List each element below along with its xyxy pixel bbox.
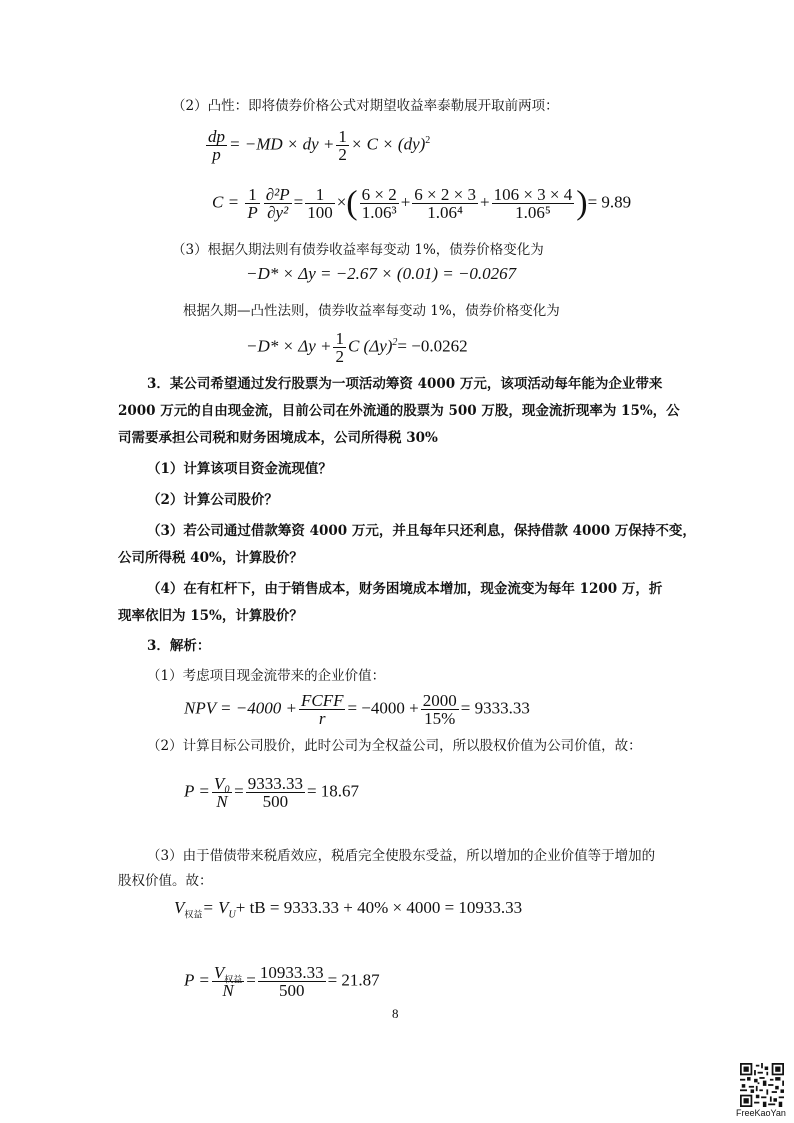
frac-num: 1 (305, 186, 335, 204)
eq-pre: P = (184, 781, 210, 801)
result: = 9333.33 (460, 698, 530, 718)
eq-post: C (Δy) (347, 336, 393, 356)
sub-question-2: （2）计算公司股价？ (147, 492, 278, 508)
sub-question-4: （4）在有杠杆下，由于销售成本，财务困境成本增加，现金流变为每年 1200 万，折 (147, 581, 663, 597)
frac-num: V₀ (213, 774, 231, 793)
exponent: 2 (392, 336, 398, 348)
frac-num (212, 963, 244, 985)
frac-num: 10933.33 (259, 963, 324, 982)
price-equation-1: P = $\frac{\text{V₀}}{N}$ = $\frac{9333.33}{500}$ = 18.67 (184, 774, 360, 811)
exponent: 2 (425, 134, 431, 146)
question-line: 2000 万元的自由现金流，目前公司在外流通的股票为 500 万股，现金流折现率为 15%，公 (118, 403, 680, 419)
duration-convexity-equation (246, 330, 468, 365)
equals: = (293, 192, 304, 212)
result: = 21.87 (327, 970, 380, 990)
eq-pre: NPV = −4000 + (184, 698, 297, 718)
answer-3-text-cont: 股权价值。故： (118, 873, 213, 889)
frac-den: 2 (335, 347, 344, 366)
frac-num: ∂²P (265, 185, 290, 204)
question-line: 3．某公司希望通过发行股票为一项活动筹资 4000 万元，该项活动每年能为企业带来 (147, 376, 663, 392)
frac-num: 9333.33 (247, 774, 303, 793)
frac-den: P (247, 203, 258, 222)
v-subscript: 权益 (184, 909, 203, 920)
frac-den: 1.06⁵ (515, 203, 551, 222)
u-subscript: U (228, 909, 236, 921)
frac-num: 6 × 2 × 3 (414, 185, 476, 204)
eq-mid: = −4000 + (347, 698, 419, 718)
frac-den: 500 (262, 792, 289, 811)
eq-tail: × C × (dy) (350, 134, 426, 154)
frac-den: 15% (424, 709, 456, 728)
taylor-equation (204, 128, 430, 163)
v-symbol: V (213, 963, 225, 982)
convexity-equation: C = $\frac{1}{P}$ $\frac{\text{∂²P}}{\text{∂y²}}$ = $\frac{1}{100}$ ×( $\frac{6 \times 2}{\text{1.06³}}$ + $\frac{6 \times 2 \times 3}{\text{1.06⁴}}$ + $\frac{106 \times 3 \times 4}{\text{1.06⁵}}$ )= 9.89 (212, 184, 632, 222)
sub-question-3: （3）若公司通过借款筹资 4000 万元，并且每年只还利息，保持借款 4000 万保持不变， (147, 523, 696, 539)
equity-value-equation (174, 898, 523, 921)
result: = 9.89 (587, 192, 632, 212)
frac-num: 6 × 2 (361, 185, 397, 204)
eq-pre: −D* × Δy + (246, 336, 332, 356)
frac-den: N (216, 792, 228, 811)
v-subscript: 权益 (224, 974, 243, 985)
answer-2-text: （2）计算目标公司股价，此时公司为全权益公司，所以股权价值为公司价值，故： (147, 738, 642, 754)
eq-pre: P = (184, 970, 210, 990)
right-paren: ) (576, 184, 588, 222)
eq-tail: + tB = 9333.33 + 40% × 4000 = 10933.33 (235, 898, 523, 917)
sub-question-4-cont: 现率依旧为 15%，计算股价？ (118, 608, 303, 624)
npv-equation (184, 692, 530, 727)
times: × (336, 192, 347, 212)
v-symbol: V (174, 898, 185, 917)
frac-den: 1.06⁴ (427, 203, 463, 222)
answer-heading: 3．解析： (147, 638, 211, 654)
sub-question-3-cont: 公司所得税 40%，计算股价？ (118, 550, 303, 566)
frac-den: r (318, 709, 326, 728)
duration-text: （3）根据久期法则有债券收益率每变动 1%，债券价格变化为 (172, 242, 544, 258)
frac-den: ∂y² (267, 203, 289, 222)
qr-code-icon (740, 1063, 784, 1107)
eq-mid: = −MD × dy + (229, 134, 335, 154)
answer-1-text: （1）考虑项目现金流带来的企业价值： (147, 668, 386, 684)
question-line: 司需要承担公司税和财务困境成本，公司所得税 30% (118, 430, 438, 446)
frac-num: 1 (245, 186, 259, 204)
sub-question-1: （1）计算该项目资金流现值？ (147, 461, 332, 477)
convexity-heading: （2）凸性：即将债券价格公式对期望收益率泰勒展开取前两项： (172, 98, 559, 114)
frac-num: 106 × 3 × 4 (493, 185, 573, 204)
frac-den: p (212, 145, 221, 164)
frac-num: FCFF (300, 691, 344, 710)
left-paren: ( (346, 184, 358, 222)
frac-num: dp (208, 127, 225, 146)
frac-den: N (222, 981, 234, 1000)
qr-label: FreeKaoYan (736, 1108, 786, 1118)
result: = 18.67 (306, 781, 360, 801)
frac-num: 1 (338, 127, 347, 146)
frac-den: 2 (338, 145, 347, 164)
duration-equation: −D* × Δy = −2.67 × (0.01) = −0.0267 (246, 264, 517, 283)
eq-rest: = V (202, 898, 229, 917)
page-number: 8 (392, 1006, 399, 1021)
result: = −0.0262 (397, 336, 468, 356)
answer-3-text: （3）由于借债带来税盾效应，税盾完全使股东受益，所以增加的企业价值等于增加的 (147, 848, 656, 864)
frac-den: 1.06³ (361, 203, 397, 222)
price-equation-2: P = $\frac{V_{权益}}{N}$ = $\frac{10933.33}{500}$ = 21.87 (184, 963, 380, 1000)
duration-convexity-text: 根据久期—凸性法则，债券收益率每变动 1%，债券价格变化为 (183, 303, 560, 319)
frac-num: 2000 (422, 691, 457, 710)
frac-num: 1 (335, 329, 344, 348)
frac-den: 500 (278, 981, 305, 1000)
c-label: C = (212, 192, 240, 212)
frac-den: 100 (307, 203, 333, 222)
